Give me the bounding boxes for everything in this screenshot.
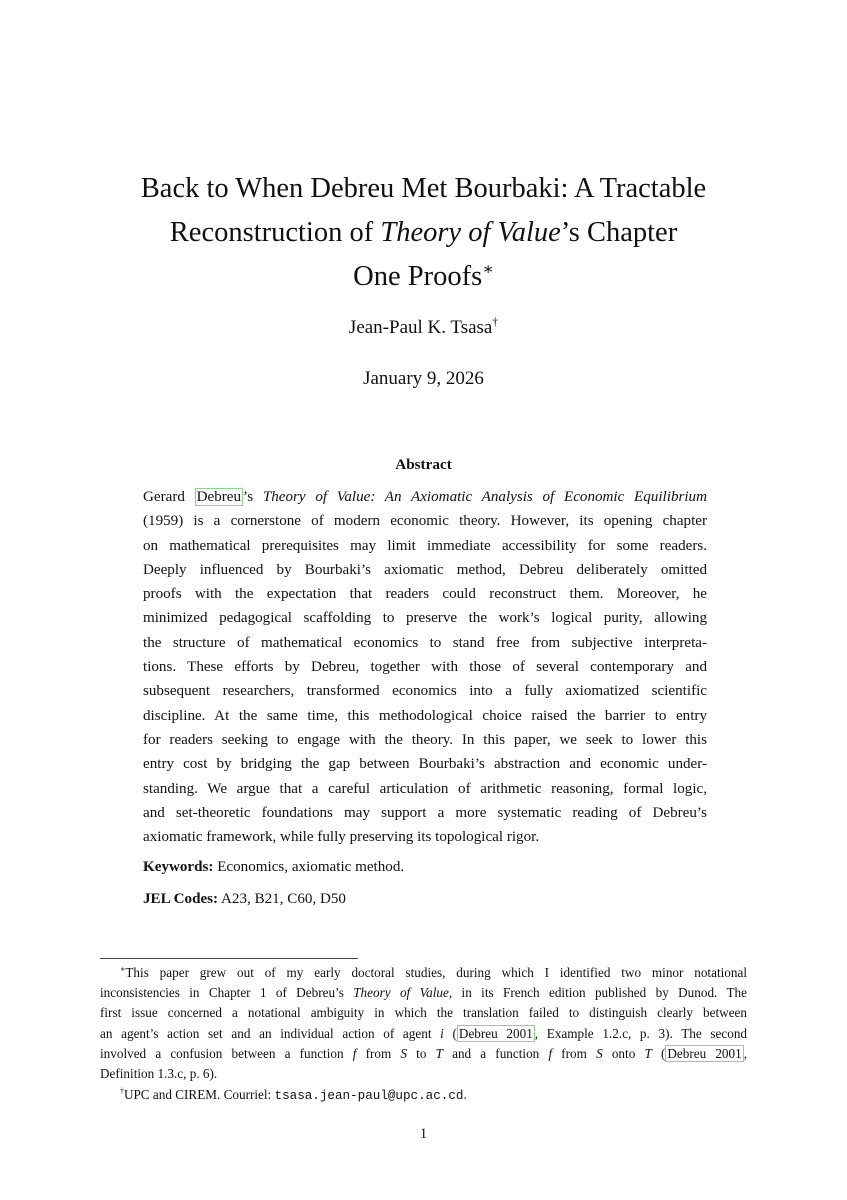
keywords-label: Keywords: (143, 859, 214, 875)
footnote-line: an agent’s action set and an individual action of agent i ( Debreu 2001 , Example 1.2.c, p. 3). The second (100, 1025, 748, 1041)
abstract-line: for readers seeking to engage with the theory. In this paper, we seek to lower this (143, 731, 707, 748)
page-number: 1 (419, 1126, 428, 1142)
paper-title (60, 167, 787, 299)
footnote-1 (100, 963, 747, 1084)
footnote-2-mark: † (120, 1086, 124, 1096)
abstract-line: standing. We argue that a careful articulation of arithmetic reasoning, formal logic, (143, 780, 707, 797)
book-title: Theory of Value: An Axiomatic Analysis of Economic Equilibrium (262, 489, 708, 505)
author-name: Jean-Paul K. Tsasa (348, 317, 493, 338)
footnote-line: ∗This paper grew out of my early doctoral studies, during which I identified two minor notational (120, 964, 747, 980)
abstract-line: Gerard Debreu ’s Theory of Value: An Axiomatic Analysis of Economic Equilibrium (143, 489, 708, 505)
footnote-line: inconsistencies in Chapter 1 of Debreu’s Theory of Value, in its French edition published by Dunod. The (100, 985, 747, 1001)
abstract-line: on mathematical prerequisites may limit immediate accessibility for some readers. (143, 537, 707, 554)
footnote-2: †UPC and CIREM. Courriel: tsasa.jean-paul@upc.ac.cd. (120, 1086, 467, 1103)
footnote-rule (100, 958, 358, 959)
keywords (143, 857, 404, 877)
abstract-body (143, 485, 707, 849)
publication-date: January 9, 2026 (363, 368, 484, 389)
footnote-line: involved a confusion between a function f from S to T and a function f from S onto T ( Debreu 2001 , (100, 1045, 748, 1061)
jel-codes (143, 889, 346, 909)
footnote-line: Definition 1.3.c, p. 6). (100, 1066, 218, 1082)
abstract-line: minimized pedagogical scaffolding to preserve the work’s logical purity, allowing (143, 610, 707, 627)
title-book-name: Theory of Value (380, 217, 561, 248)
abstract-line: Deeply influenced by Bourbaki’s axiomatic method, Debreu deliberately omitted (143, 561, 707, 578)
title-footnote-mark[interactable]: ∗ (482, 259, 494, 279)
abstract-line: tions. These efforts by Debreu, together with those of several contemporary and (143, 659, 707, 676)
citation-link-debreu-2001[interactable]: Debreu 2001 (458, 1025, 533, 1041)
abstract-line: entry cost by bridging the gap between Bourbaki’s abstraction and economic under- (143, 756, 707, 773)
abstract-line: discipline. At the same time, this methodological choice raised the barrier to entry (143, 707, 707, 724)
author-footnote-mark[interactable]: † (492, 316, 499, 329)
abstract-line: (1959) is a cornerstone of modern economic theory. However, its opening chapter (143, 513, 707, 530)
title-line-2: Reconstruction of Theory of Value’s Chapter (169, 217, 678, 248)
title-line-1: Back to When Debreu Met Bourbaki: A Tractable (140, 173, 707, 204)
keywords-value: Economics, axiomatic method. (217, 859, 405, 875)
citation-link-debreu-2001[interactable]: Debreu 2001 (667, 1045, 742, 1061)
citation-link-debreu[interactable]: Debreu (196, 489, 242, 505)
author (0, 316, 847, 340)
abstract-line: and set-theoretic foundations may support a more systematic reading of Debreu’s (143, 804, 707, 821)
footnote-line: first issue concerned a notational ambiguity in which the translation failed to distinguish clearly between (100, 1005, 747, 1021)
abstract-line: axiomatic framework, while fully preserving its topological rigor. (143, 829, 540, 846)
author-email: tsasa.jean-paul@upc.ac.cd (274, 1089, 464, 1103)
footnote-1-mark: ∗ (120, 964, 126, 974)
abstract-line: proofs with the expectation that readers could reconstruct them. Moreover, he (143, 586, 707, 603)
abstract-line: subsequent researchers, transformed economics into a fully axiomatized scientific (143, 683, 707, 700)
title-line-3: One Proofs∗ (353, 259, 494, 292)
jel-value: A23, B21, C60, D50 (221, 891, 346, 907)
abstract-line: the structure of mathematical economics to stand free from subjective interpreta- (143, 634, 707, 651)
abstract-heading: Abstract (395, 456, 452, 473)
jel-label: JEL Codes: (143, 891, 219, 907)
